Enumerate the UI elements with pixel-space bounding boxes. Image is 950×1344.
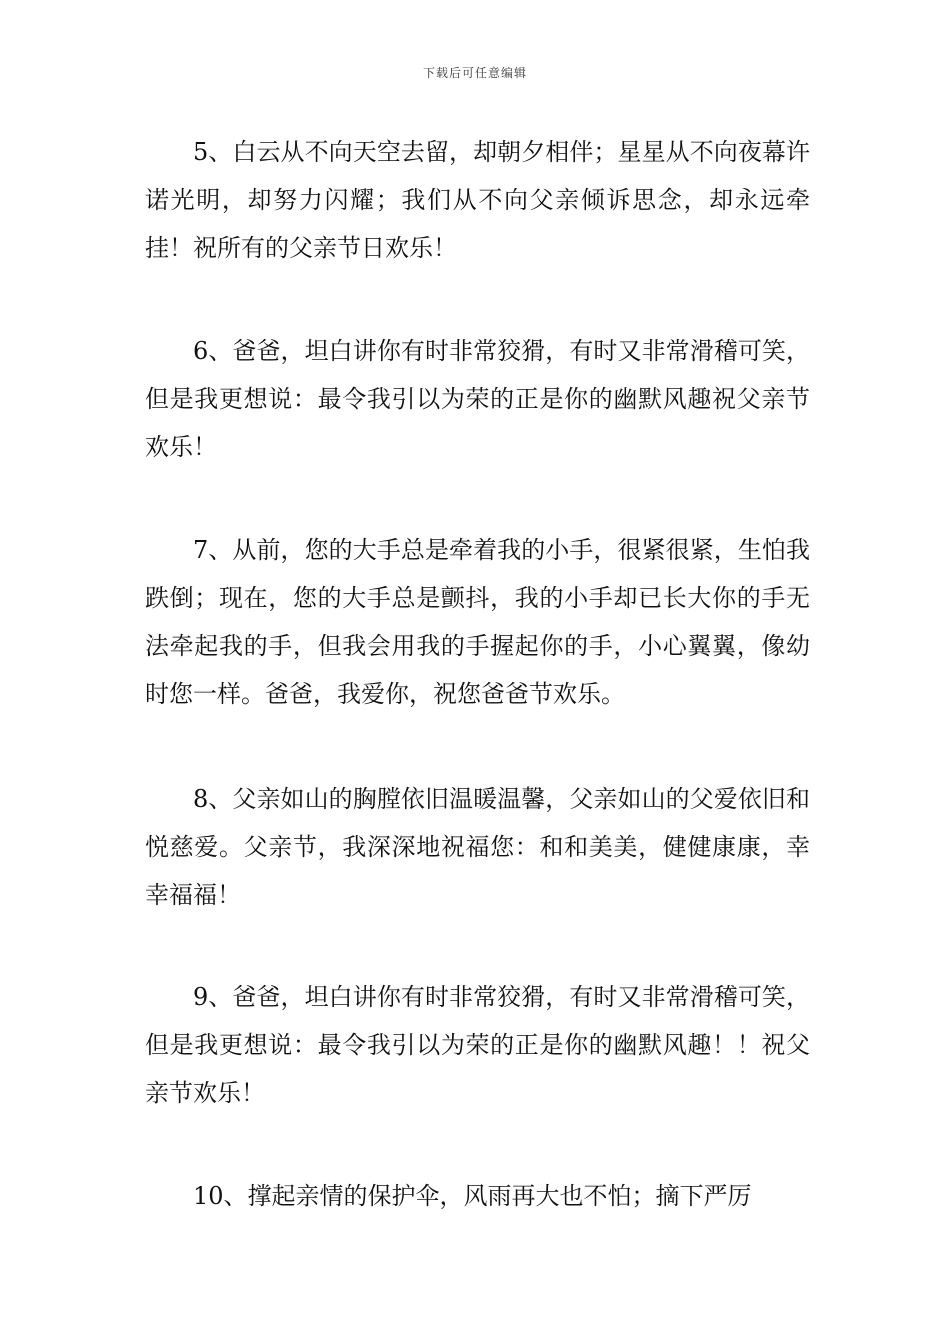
paragraph-7: 7、从前，您的大手总是牵着我的小手，很紧很紧，生怕我跌倒；现在，您的大手总是颤抖，我的小手却已长大你的手无法牵起我的手，但我会用我的手握起你的手，小心翼翼，像幼时您一样。爸爸，我爱你，祝您爸爸节欢乐。 bbox=[145, 536, 810, 708]
page-header: 下载后可任意编辑 bbox=[422, 66, 527, 80]
paragraph-6: 6、爸爸，坦白讲你有时非常狡猾，有时又非常滑稽可笑，但是我更想说：最令我引以为荣的正是你的幽默风趣祝父亲节欢乐！ bbox=[145, 337, 810, 461]
paragraph-5: 5、白云从不向天空去留，却朝夕相伴；星星从不向夜幕许诺光明，却努力闪耀；我们从不向父亲倾诉思念，却永远牵挂！祝所有的父亲节日欢乐！ bbox=[145, 138, 810, 262]
paragraph-10: 10、撑起亲情的保护伞，风雨再大也不怕；摘下严厉 bbox=[193, 1182, 752, 1210]
paragraph-8: 8、父亲如山的胸膛依旧温暖温馨，父亲如山的父爱依旧和悦慈爱。父亲节，我深深地祝福您：和和美美，健健康康，幸幸福福！ bbox=[145, 785, 810, 909]
paragraph-9: 9、爸爸，坦白讲你有时非常狡猾，有时又非常滑稽可笑，但是我更想说：最令我引以为荣的正是你的幽默风趣！！祝父亲节欢乐！ bbox=[145, 983, 810, 1107]
